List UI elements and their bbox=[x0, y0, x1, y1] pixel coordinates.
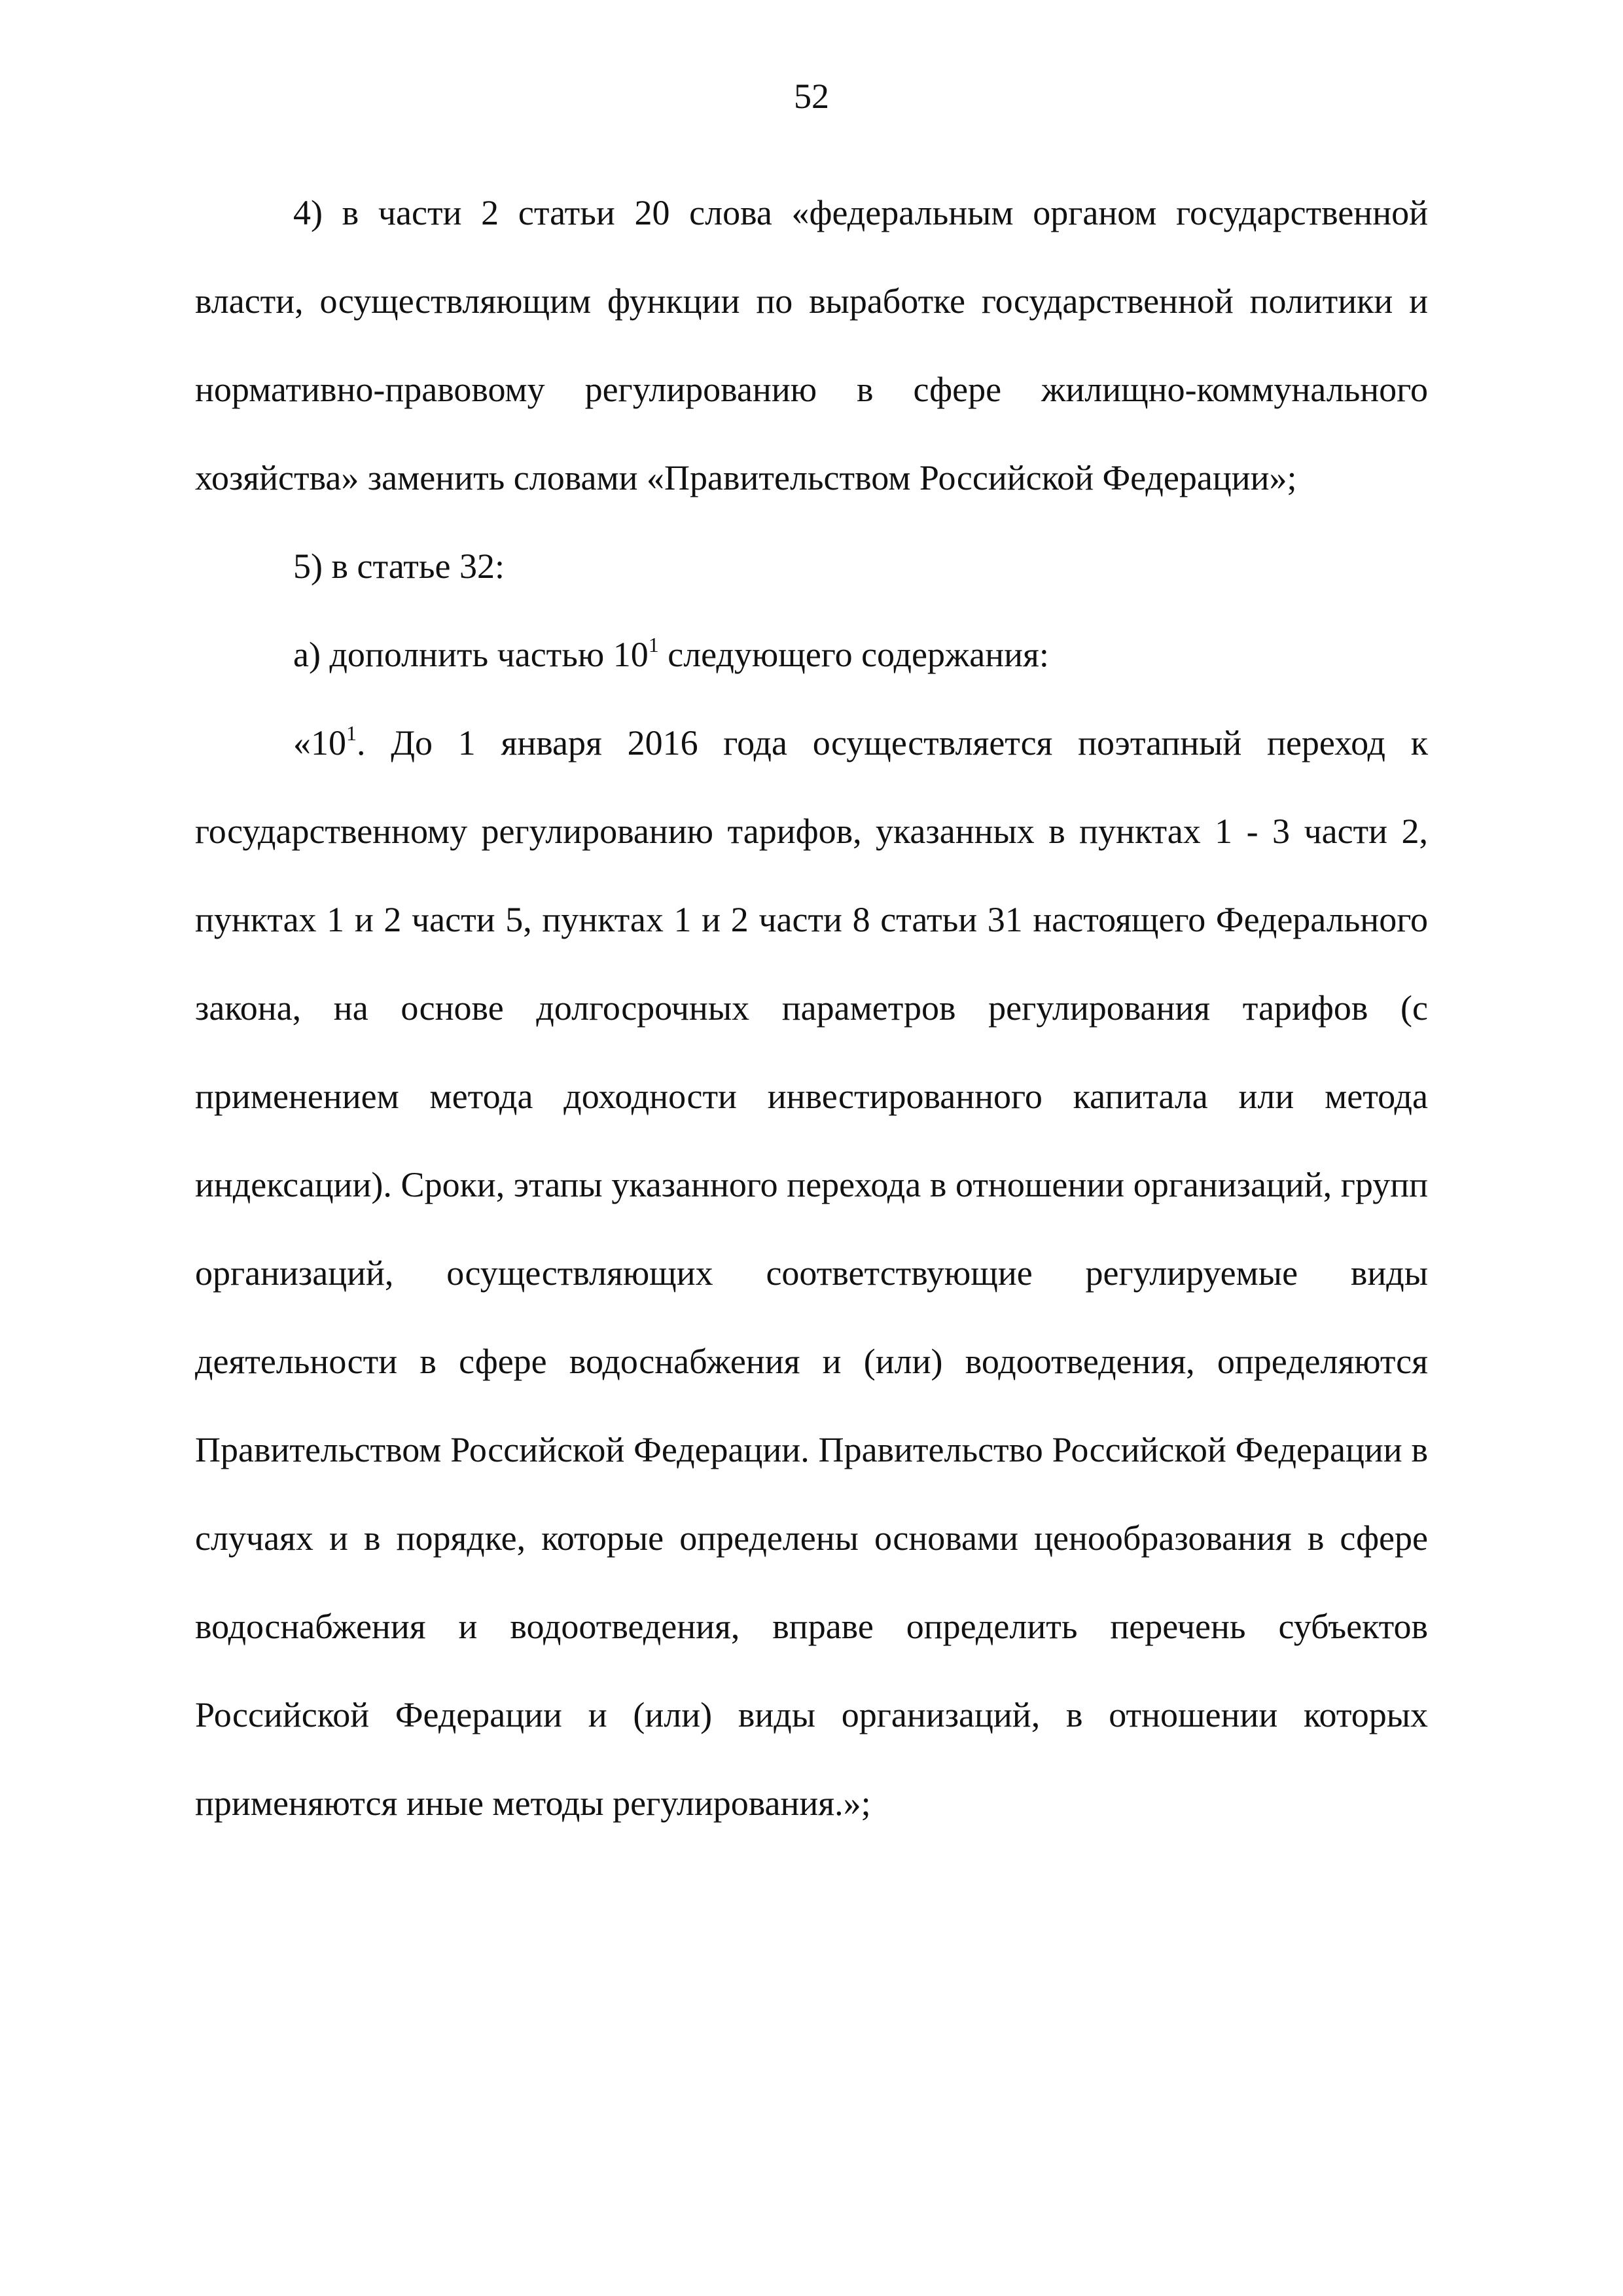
subitem-a-text: а) дополнить частью 10 bbox=[293, 635, 649, 674]
part-10-1-number: «10 bbox=[293, 723, 346, 762]
page-number: 52 bbox=[794, 77, 829, 116]
paragraph-part-10-1 bbox=[195, 699, 1428, 1848]
superscript-index: 1 bbox=[346, 721, 357, 745]
paragraph-subitem-a bbox=[195, 611, 1428, 699]
superscript-index: 1 bbox=[648, 633, 659, 656]
paragraph-item-5: 5) в статье 32: bbox=[293, 547, 505, 586]
part-10-1-text: . До 1 января 2016 года осуществляется поэтапный переход к государственному регулированию тарифов, указанных в пунктах 1 - 3 части 2, пунктах 1 и 2 части 5, пунктах 1 и 2 части 8 статьи 31 настоящего Федерального закона, на основе долгосрочных параметров регулирования тарифов (с применением метода доходности инвестированного капитала или метода индексации). Сроки, этапы указанного перехода в отношении организаций, групп организаций, осуществляющих соответствующие регулируемые виды деятельности в сфере водоснабжения и (или) водоотведения, определяются Правительством Российской Федерации. Правительство Российской Федерации в случаях и в порядке, которые определены основами ценообразования в сфере водоснабжения и водоотведения, вправе определить перечень субъектов Российской Федерации и (или) виды организаций, в отношении которых применяются иные методы регулирования.»; bbox=[195, 723, 1428, 1823]
paragraph-item-4: 4) в части 2 статьи 20 слова «федеральным органом государственной власти, осуществляющим функции по выработке государственной политики и нормативно-правовому регулированию в сфере жилищно-коммунального хозяйства» заменить словами «Правительством Российской Федерации»; bbox=[195, 193, 1428, 497]
subitem-a-text-end: следующего содержания: bbox=[658, 635, 1049, 674]
document-body bbox=[195, 169, 1428, 1848]
